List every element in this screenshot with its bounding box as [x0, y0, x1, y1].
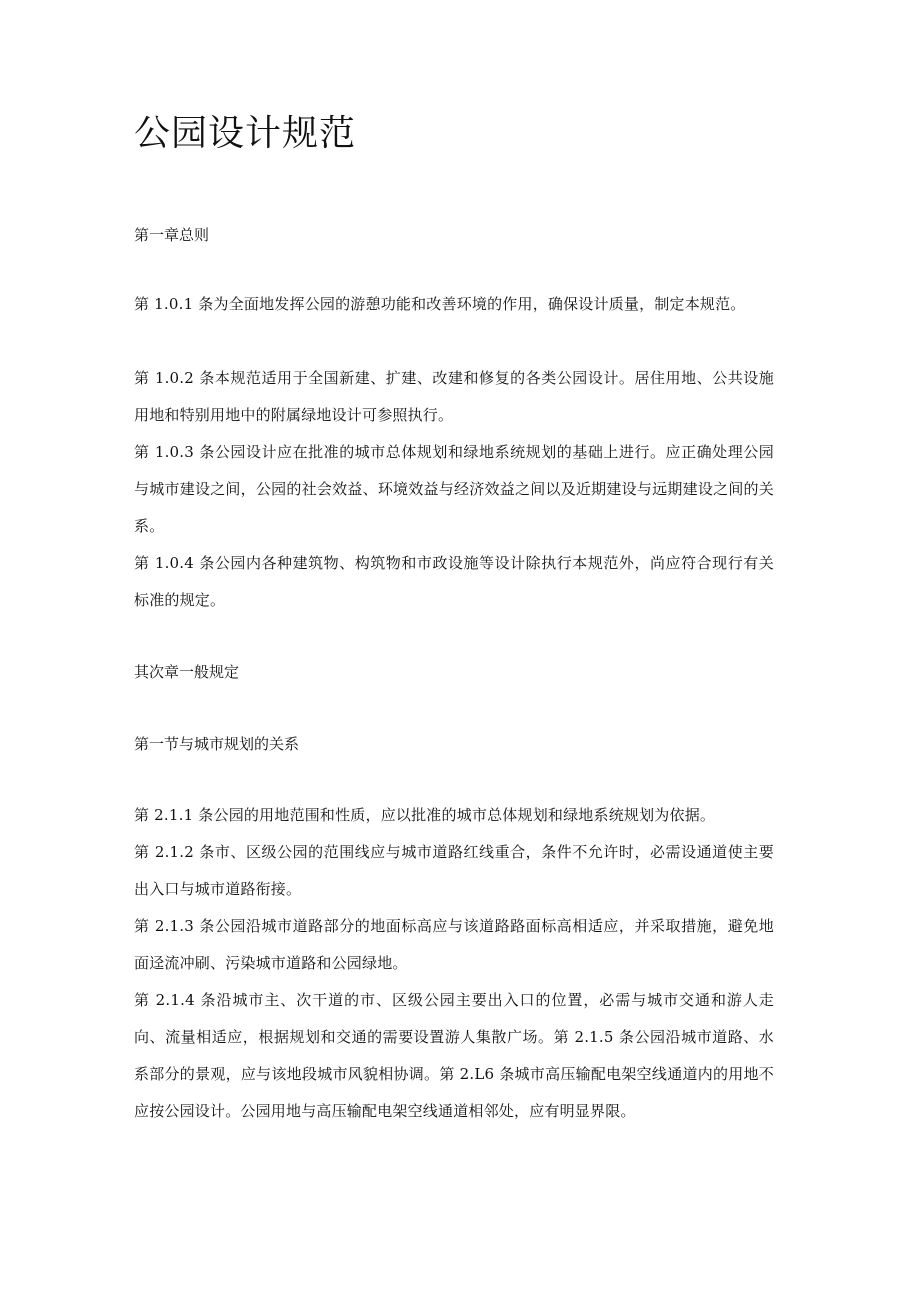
- section1-heading: 第一节与城市规划的关系: [134, 735, 300, 753]
- paragraph-1-0-1: 第 1.0.1 条为全面地发挥公园的游憩功能和改善环境的作用，确保设计质量，制定本规范。: [134, 295, 746, 313]
- paragraph-2-1-3: 第 2.1.3 条公园沿城市道路部分的地面标高应与该道路路面标高相适应，并采取措施，避免地面迳流冲刷、污染城市道路和公园绿地。: [134, 917, 774, 972]
- paragraph-2-1-4: 第 2.1.4 条沿城市主、次干道的市、区级公园主要出入口的位置，必需与城市交通和游人走向、流量相适应，根据规划和交通的需要设置游人集散广场。第 2.1.5 条公园沿城市道路、水系部分的景观，应与该地段城市风貌相协调。第 2.L6 条城市高压输配电架空线通道内的用地不应按公园设计。公园用地与高压输配电架空线通道相邻处，应有明显界限。: [134, 991, 774, 1120]
- paragraph-2-1-2: 第 2.1.2 条市、区级公园的范围线应与城市道路红线重合，条件不允许时，必需设通道使主要出入口与城市道路衔接。: [134, 843, 774, 898]
- paragraph-1-0-2: 第 1.0.2 条本规范适用于全国新建、扩建、改建和修复的各类公园设计。居住用地、公共设施用地和特别用地中的附属绿地设计可参照执行。: [134, 369, 774, 424]
- paragraph-1-0-4: 第 1.0.4 条公园内各种建筑物、构筑物和市政设施等设计除执行本规范外，尚应符合现行有关标准的规定。: [134, 554, 774, 609]
- document-title: 公园设计规范: [134, 113, 357, 154]
- chapter1-heading: 第一章总则: [134, 226, 210, 244]
- chapter2-heading: 其次章一般规定: [134, 663, 240, 681]
- paragraph-1-0-3: 第 1.0.3 条公园设计应在批准的城市总体规划和绿地系统规划的基础上进行。应正确处理公园与城市建设之间，公园的社会效益、环境效益与经济效益之间以及近期建设与远期建设之间的关系。: [134, 443, 774, 535]
- paragraph-2-1-1: 第 2.1.1 条公园的用地范围和性质，应以批准的城市总体规划和绿地系统规划为依据。: [134, 806, 716, 824]
